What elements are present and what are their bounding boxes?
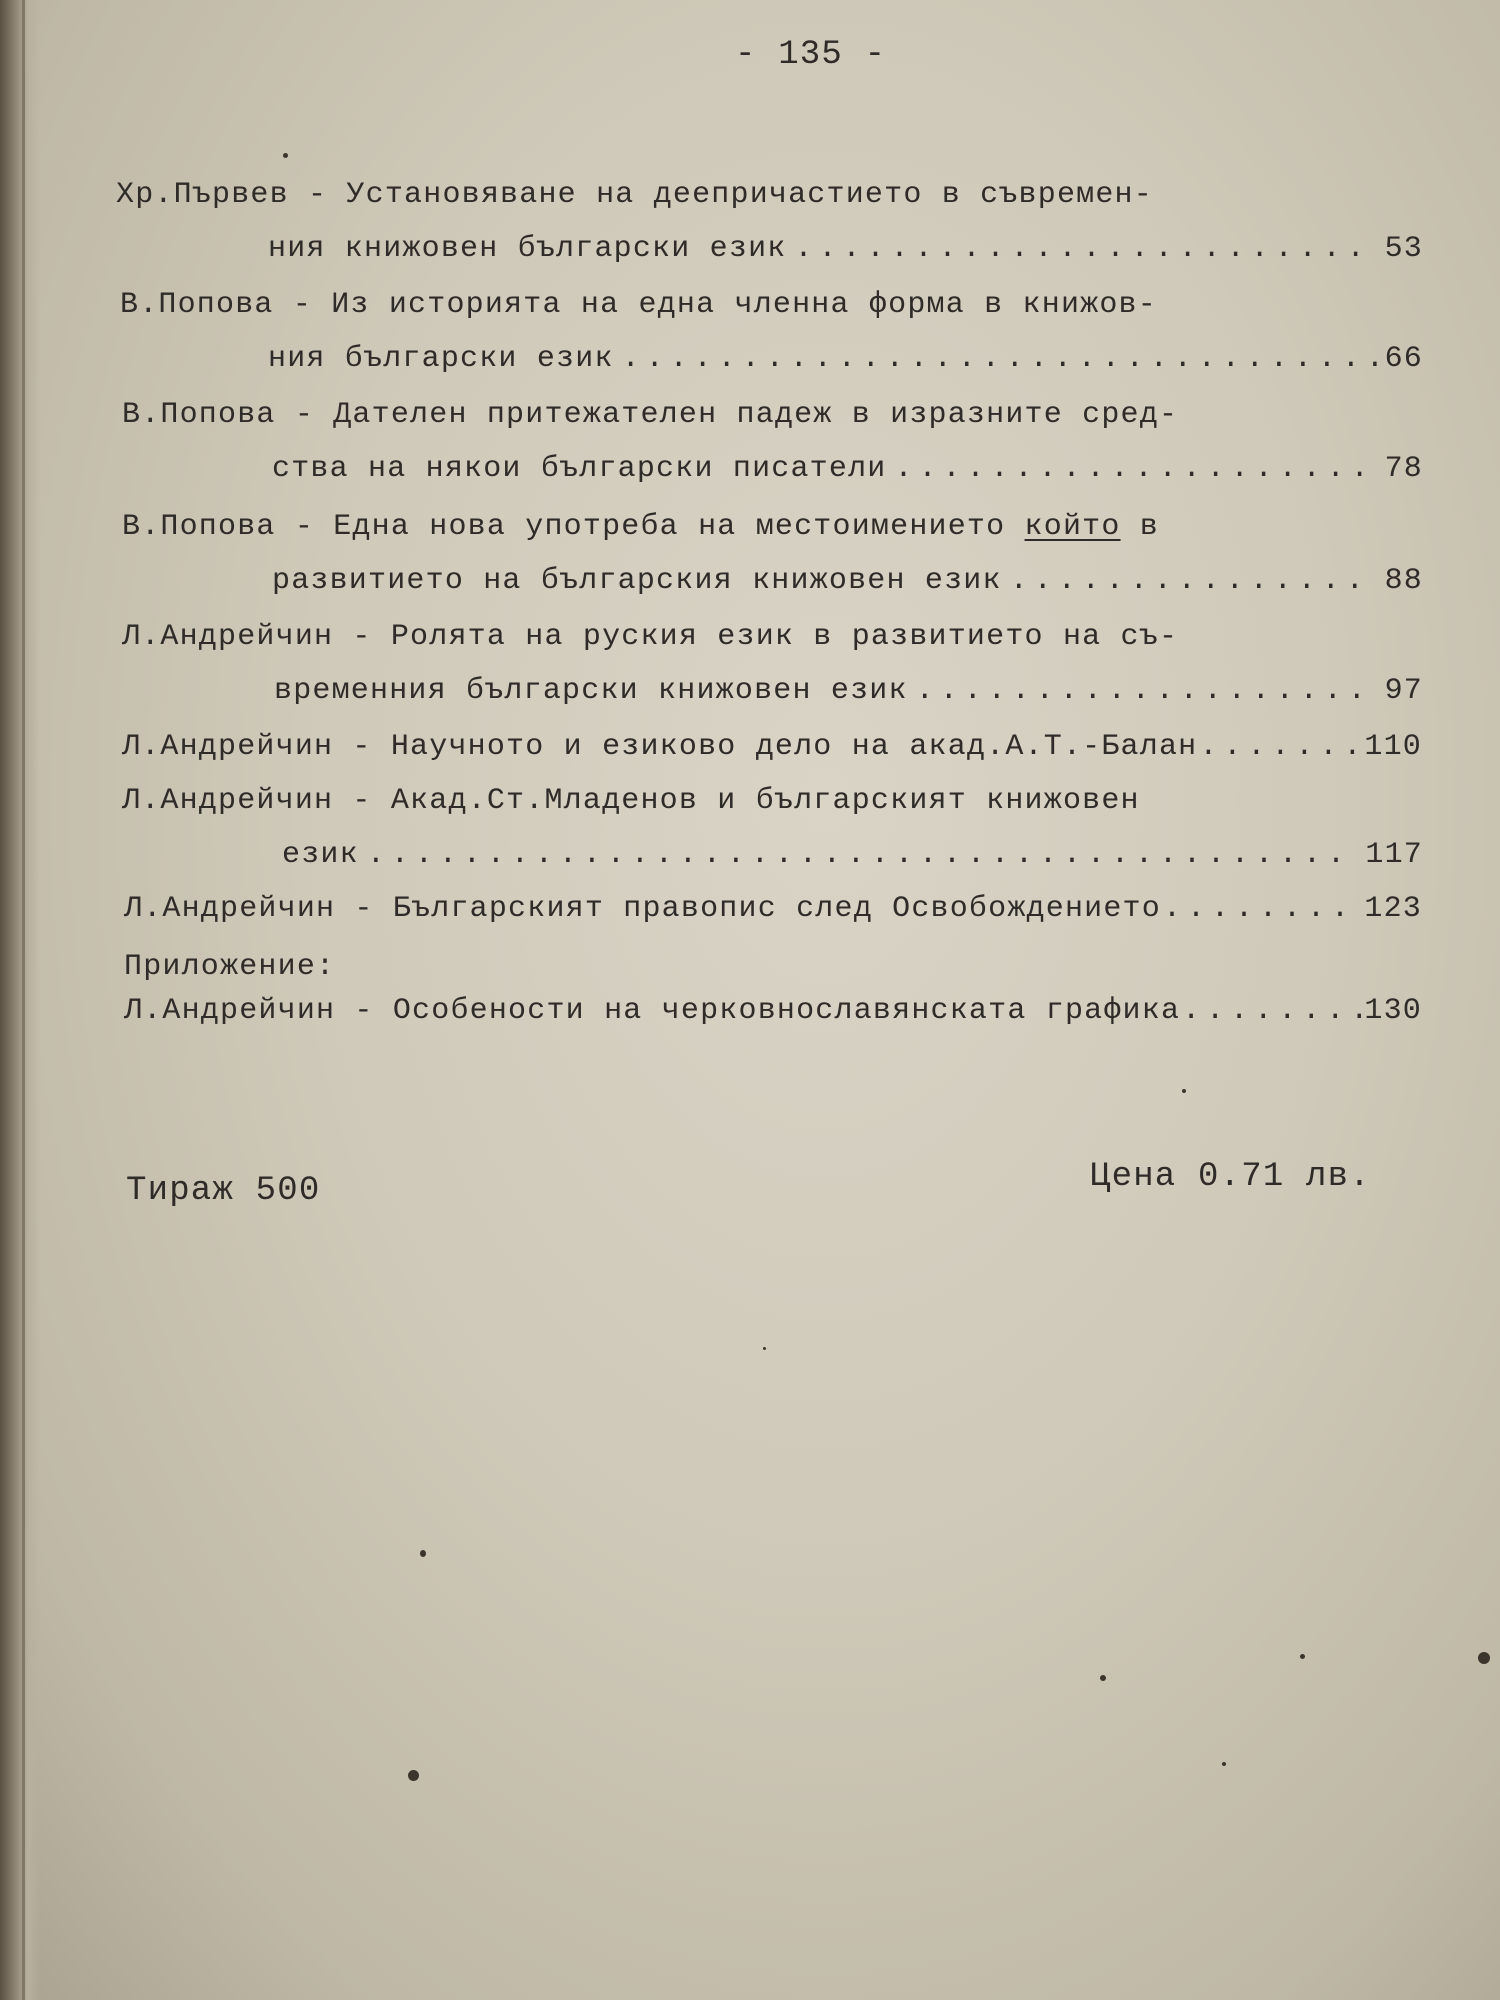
appendix-entry-title: Л.Андрейчин - Особености на черковнославянската графика [124, 994, 1181, 1028]
toc-entry-7-page: 117 [1365, 838, 1423, 872]
dot-leader [895, 452, 1377, 486]
toc-entry-2-title-end: ния български език [268, 342, 614, 376]
dot-leader [794, 232, 1376, 266]
dot-leader [916, 674, 1377, 708]
toc-entry-5-line2 [274, 674, 1423, 708]
toc-entry-7-line1: Л.Андрейчин - Акад.Ст.Младенов и българският книжовен [122, 784, 1140, 818]
toc-entry-2-line2 [268, 342, 1423, 376]
ink-speck [408, 1770, 419, 1781]
toc-entry-6 [122, 730, 1422, 764]
toc-entry-8-title: Л.Андрейчин - Българският правопис след Освобождението [124, 892, 1161, 926]
ink-speck [1100, 1675, 1106, 1681]
ink-speck [1478, 1652, 1490, 1664]
ink-speck [420, 1550, 426, 1557]
toc-entry-5-page: 97 [1384, 674, 1423, 708]
print-run: Тираж 500 [126, 1172, 321, 1210]
binding-edge [22, 0, 25, 2000]
toc-entry-2-line1: В.Попова - Из историята на една членна форма в книжов- [120, 288, 1157, 322]
dot-leader [367, 838, 1358, 872]
dot-leader [1010, 564, 1377, 598]
toc-entry-3-line1: В.Попова - Дателен притежателен падеж в изразните сред- [122, 398, 1179, 432]
appendix-entry [124, 994, 1422, 1028]
toc-entry-4-title-end: развитието на българския книжовен език [272, 564, 1002, 598]
appendix-label: Приложение: [124, 950, 336, 984]
toc-entry-7-line2 [282, 838, 1423, 872]
price: Цена 0.71 лв. [1090, 1158, 1371, 1196]
dot-leader [622, 342, 1377, 376]
ink-speck [1300, 1654, 1305, 1659]
toc-entry-6-page: 110 [1364, 730, 1422, 764]
toc-entry-4-line1 [122, 510, 1159, 544]
toc-entry-8-page: 123 [1364, 892, 1422, 926]
toc-entry-1-title-end: ния книжовен български език [268, 232, 787, 266]
ink-speck [1222, 1762, 1226, 1766]
binding-shadow [0, 0, 40, 2000]
appendix-entry-page: 130 [1364, 994, 1422, 1028]
toc-entry-5-title-end: временния български книжовен език [274, 674, 908, 708]
toc-entry-4-page: 88 [1384, 564, 1423, 598]
toc-entry-4-text: В.Попова - Една нова употреба на местоимението [122, 510, 1025, 544]
ink-speck [283, 153, 288, 158]
toc-entry-8 [124, 892, 1422, 926]
toc-entry-3-page: 78 [1384, 452, 1423, 486]
dot-leader [1199, 730, 1362, 764]
toc-entry-3-line2 [272, 452, 1423, 486]
toc-entry-1-line2 [268, 232, 1423, 266]
toc-entry-3-title-end: ства на някои български писатели [272, 452, 887, 486]
page-number: - 135 - [735, 36, 887, 74]
ink-speck [1182, 1089, 1186, 1093]
toc-entry-6-title: Л.Андрейчин - Научното и езиково дело на акад.А.Т.-Балан [122, 730, 1198, 764]
toc-entry-7-title-end: език [282, 838, 359, 872]
dot-leader [1182, 994, 1362, 1028]
toc-entry-1-line1: Хр.Първев - Установяване на деепричастието в съвремен- [116, 178, 1153, 212]
toc-entry-2-page: 66 [1384, 342, 1423, 376]
toc-entry-1-page: 53 [1384, 232, 1423, 266]
toc-entry-4-underlined-word: който [1024, 510, 1121, 544]
toc-entry-4-text-end: в [1120, 510, 1159, 544]
ink-speck [763, 1347, 766, 1350]
toc-entry-5-line1: Л.Андрейчин - Ролята на руския език в развитието на съ- [122, 620, 1179, 654]
toc-entry-4-line2 [272, 564, 1423, 598]
dot-leader [1163, 892, 1362, 926]
